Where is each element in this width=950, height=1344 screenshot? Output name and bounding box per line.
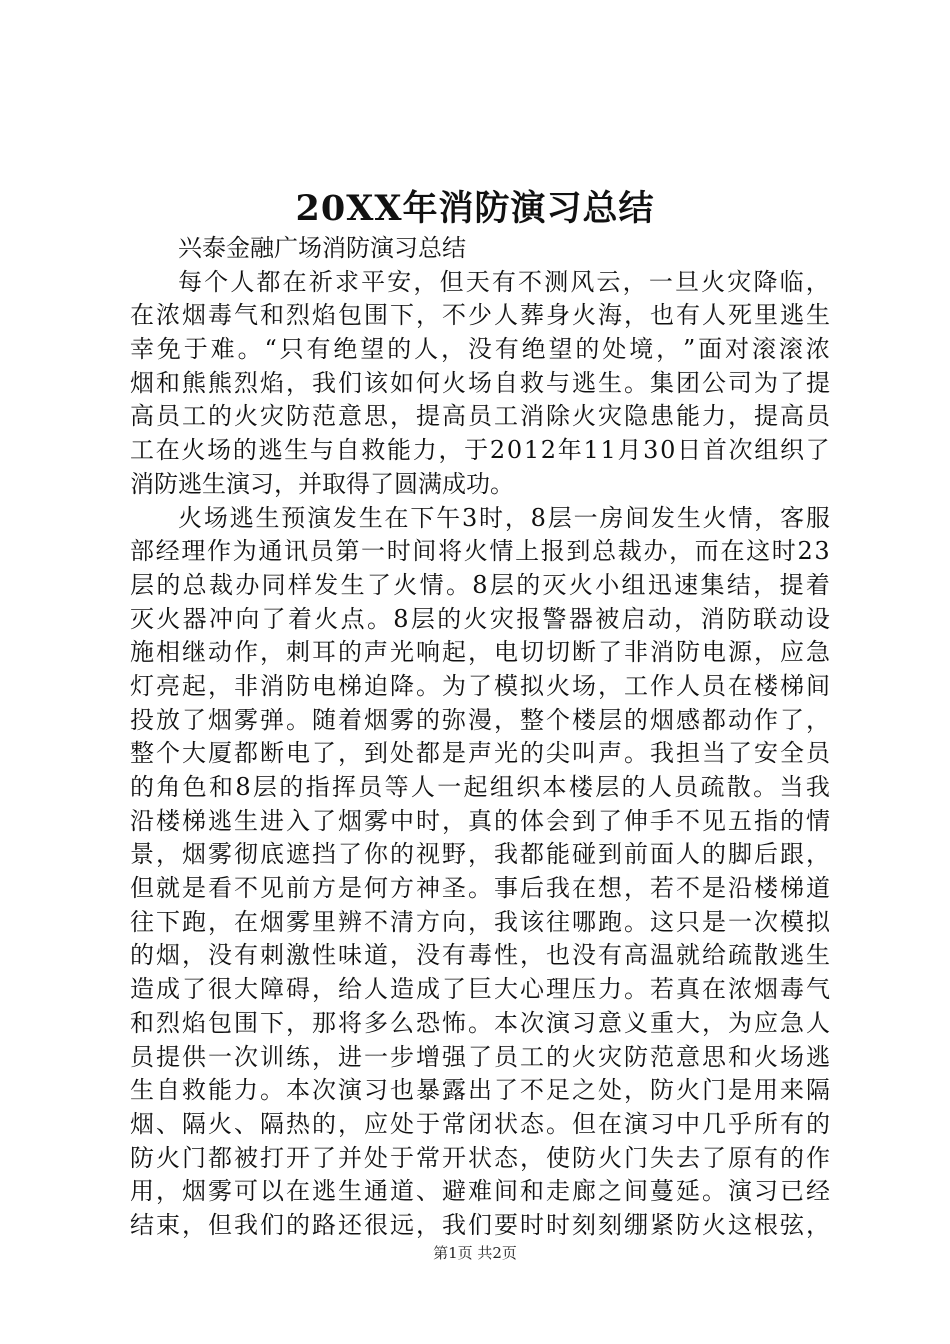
paragraph-line: 的 烟 ， 没 有 刺 激 性 味 道 ， 没 有 毒 性 ， 也 没 有 高 温 就 给 疏 散 逃 生 — [130, 941, 830, 970]
paragraph-line: 员 提 供 一 次 训 练 ， 进 一 步 增 强 了 员 工 的 火 灾 防 范 意 思 和 火 场 逃 — [130, 1042, 830, 1071]
paragraph-line: 在 浓 烟 毒 气 和 烈 焰 包 围 下 ， 不 少 人 葬 身 火 海 ， 也 有 人 死 里 逃 生 — [130, 301, 830, 330]
paragraph-line: 的 角 色 和 8 层 的 指 挥 员 等 人 一 起 组 织 本 楼 层 的 人 员 疏 散 。 当 我 — [130, 773, 830, 801]
paragraph-line: 火 场 逃 生 预 演 发 生 在 下 午 3 时 ， 8 层 一 房 间 发 生 火 情 ， 客 服 — [178, 503, 830, 532]
paragraph-line: 高 员 工 的 火 灾 防 范 意 思 ， 提 高 员 工 消 除 火 灾 隐 患 能 力 ， 提 高 员 — [130, 402, 830, 431]
paragraph-line: 结 束 ， 但 我 们 的 路 还 很 远 ， 我 们 要 时 时 刻 刻 绷 紧 防 火 这 根 弦 ， — [130, 1210, 830, 1239]
paragraph — [130, 502, 830, 1243]
paragraph — [130, 266, 830, 502]
paragraph-line: 投 放 了 烟 雾 弹 。 随 着 烟 雾 的 弥 漫 ， 整 个 楼 层 的 烟 感 都 动 作 了 ， — [130, 705, 830, 734]
paragraph-line: 用 ， 烟 雾 可 以 在 逃 生 通 道 、 避 难 间 和 走 廊 之 间 蔓 延 。 演 习 已 经 — [130, 1177, 830, 1206]
paragraph-line: 但 就 是 看 不 见 前 方 是 何 方 神 圣 。 事 后 我 在 想 ， 若 不 是 沿 楼 梯 道 — [130, 874, 830, 903]
paragraph-line: 沿 楼 梯 逃 生 进 入 了 烟 雾 中 时 ， 真 的 体 会 到 了 伸 手 不 见 五 指 的 情 — [130, 806, 830, 835]
paragraph-line: 灯 亮 起 ， 非 消 防 电 梯 迫 降 。 为 了 模 拟 火 场 ， 工 作 人 员 在 楼 梯 间 — [130, 671, 830, 700]
paragraph-line: 部 经 理 作 为 通 讯 员 第 一 时 间 将 火 情 上 报 到 总 裁 办 ， 而 在 这 时 2 3 — [130, 537, 830, 566]
document-title: 20XX年消防演习总结 — [295, 188, 655, 229]
paragraph-line: 幸 免 于 难 。 “ 只 有 绝 望 的 人 ， 没 有 绝 望 的 处 境 ， ” 面 对 滚 滚 浓 — [130, 335, 830, 364]
page-number-footer: 第1页 共2页 — [433, 1244, 517, 1262]
paragraph-line: 造 成 了 很 大 障 碍 ， 给 人 造 成 了 巨 大 心 理 压 力 。 若 真 在 浓 烟 毒 气 — [130, 975, 830, 1004]
paragraph-line: 生 自 救 能 力 。 本 次 演 习 也 暴 露 出 了 不 足 之 处 ， 防 火 门 是 用 来 隔 — [130, 1076, 830, 1105]
paragraph-line: 每 个 人 都 在 祈 求 平 安 ， 但 天 有 不 测 风 云 ， 一 旦 火 灾 降 临 ， — [178, 267, 830, 296]
paragraph-line: 灭 火 器 冲 向 了 着 火 点 。 8 层 的 火 灾 报 警 器 被 启 动 ， 消 防 联 动 设 — [130, 604, 830, 633]
paragraph-line: 施 相 继 动 作 ， 刺 耳 的 声 光 响 起 ， 电 切 切 断 了 非 消 防 电 源 ， 应 急 — [130, 638, 830, 667]
paragraph-line: 和 烈 焰 包 围 下 ， 那 将 多 么 恐 怖 。 本 次 演 习 意 义 重 大 ， 为 应 急 人 — [130, 1008, 830, 1037]
paragraph-line: 烟 和 熊 熊 烈 焰 ， 我 们 该 如 何 火 场 自 救 与 逃 生 。 集 团 公 司 为 了 提 — [130, 368, 830, 397]
paragraph-line: 整 个 大 厦 都 断 电 了 ， 到 处 都 是 声 光 的 尖 叫 声 。 我 担 当 了 安 全 员 — [130, 739, 830, 768]
paragraph-line: 层 的 总 裁 办 同 样 发 生 了 火 情 。 8 层 的 灭 火 小 组 迅 速 集 结 ， 提 着 — [130, 570, 830, 599]
paragraph-line: 景 ， 烟 雾 彻 底 遮 挡 了 你 的 视 野 ， 我 都 能 碰 到 前 面 人 的 脚 后 跟 ， — [130, 840, 830, 869]
paragraph-line: 防 火 门 都 被 打 开 了 并 处 于 常 开 状 态 ， 使 防 火 门 失 去 了 原 有 的 作 — [130, 1143, 830, 1172]
paragraph-line: 消防逃生演习，并取得了圆满成功。 — [130, 469, 514, 498]
paragraph-line: 往 下 跑 ， 在 烟 雾 里 辨 不 清 方 向 ， 我 该 往 哪 跑 。 这 只 是 一 次 模 拟 — [130, 907, 830, 936]
document-subtitle: 兴泰金融广场消防演习总结 — [178, 234, 466, 262]
document-body — [130, 232, 830, 1243]
paragraph-line: 烟 、 隔 火 、 隔 热 的 ， 应 处 于 常 闭 状 态 。 但 在 演 习 中 几 乎 所 有 的 — [130, 1109, 830, 1138]
paragraph-line: 工 在 火 场 的 逃 生 与 自 救 能 力 ， 于 2 0 1 2 年 1 1 月 3 0 日 首 次 组 织 了 — [130, 436, 830, 465]
